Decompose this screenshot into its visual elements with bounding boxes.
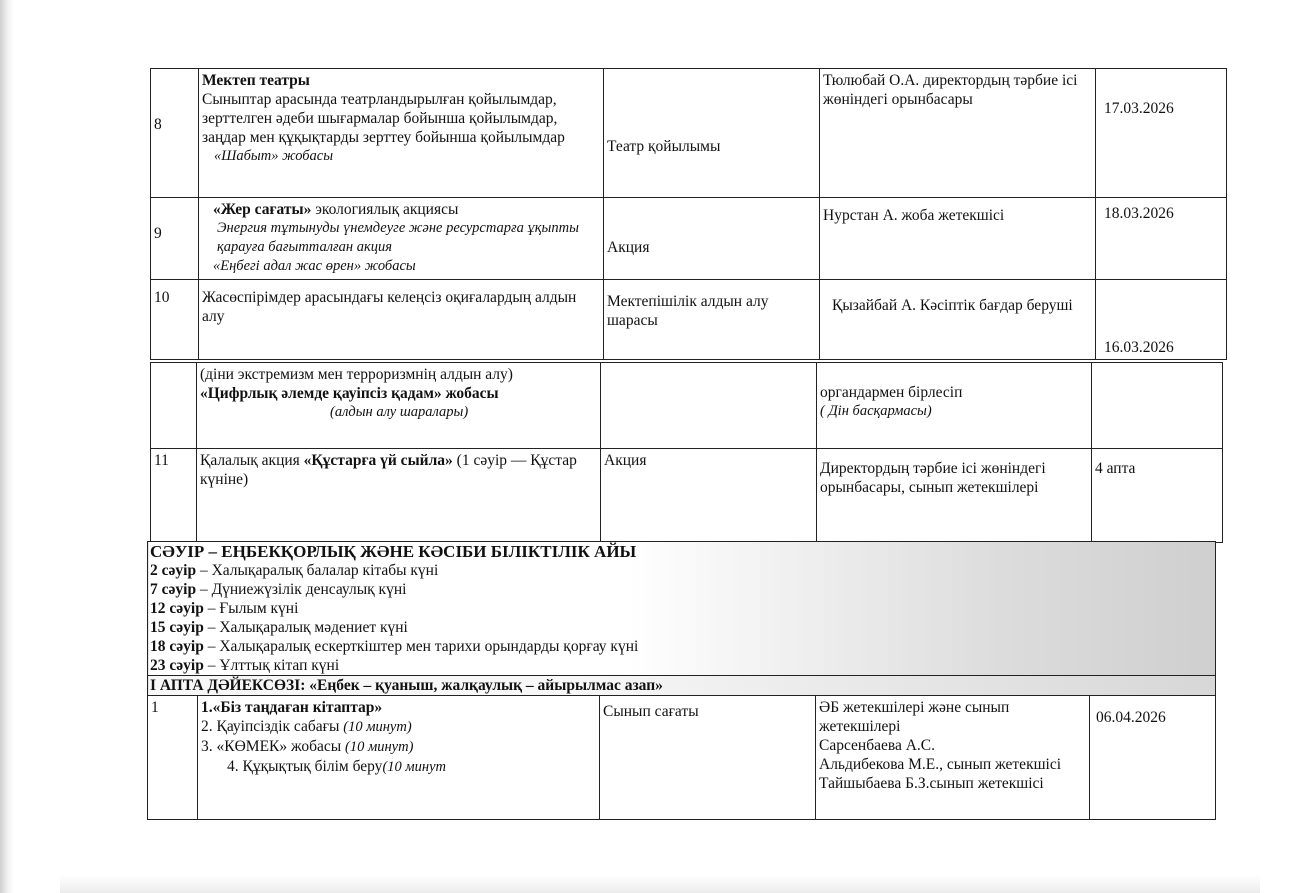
event-responsible-cell <box>816 696 1090 820</box>
event-desc-post: (1 сәуір — Құстар күніне) <box>200 452 577 488</box>
event-responsible: Сарсенбаева А.С. <box>819 737 936 754</box>
event-title-rest: экологиялық акциясы <box>311 201 459 218</box>
month-header-row <box>148 542 1216 676</box>
events-table-top <box>150 68 1227 360</box>
row-number: 10 <box>151 280 199 360</box>
week-quote-row <box>148 676 1216 696</box>
table-row <box>151 69 1227 198</box>
event-item-3-text: 3. «КӨМЕК» жобасы <box>201 738 346 755</box>
date-text: – Халықаралық балалар кітабы күні <box>196 562 439 579</box>
list-item <box>150 599 1213 618</box>
event-project: «Цифрлық әлемде қауіпсіз қадам» жобасы <box>200 385 499 402</box>
event-form: Акция <box>604 198 820 280</box>
date-day: 2 сәуір <box>150 562 197 579</box>
event-item-2 <box>201 717 596 737</box>
date-day: 18 сәуір <box>150 638 204 655</box>
event-form <box>601 363 817 449</box>
event-desc-pre: Қалалық акция <box>200 452 304 469</box>
table-row <box>151 363 1223 449</box>
event-title <box>213 200 600 219</box>
event-item-1: 1.«Біз таңдаған кітаптар» <box>201 699 383 716</box>
events-table-middle <box>150 362 1223 543</box>
date-text: – Ұлттық кітап күні <box>203 657 340 674</box>
month-dates-list <box>150 561 1213 675</box>
event-responsible-note: ( Дін басқармасы) <box>820 403 932 419</box>
list-item <box>150 637 1213 656</box>
event-date <box>1092 363 1223 449</box>
event-date: 18.03.2026 <box>1096 198 1227 280</box>
event-note: (алдын алу шаралары) <box>330 404 469 420</box>
list-item <box>150 618 1213 637</box>
week-quote-text: І АПТА ДӘЙЕКСӨЗІ: «Еңбек – қуаныш, жалқаулық – айырылмас азап» <box>150 677 663 694</box>
event-form: Театр қойылымы <box>604 69 820 198</box>
row-number <box>151 363 197 449</box>
event-project: «Еңбегі адал жас өрен» жобасы <box>213 258 416 274</box>
event-cell <box>199 69 604 198</box>
date-day: 7 сәуір <box>150 581 197 598</box>
page-bottom-smudge <box>60 875 1260 893</box>
event-item-3 <box>201 737 596 757</box>
page-edge-shadow <box>0 0 14 893</box>
event-cell <box>197 363 601 449</box>
list-item <box>150 656 1213 675</box>
list-item <box>150 561 1213 580</box>
event-description: Жасөспірімдер арасындағы келеңсіз оқиғалардың алдын алу <box>199 280 604 360</box>
week-quote <box>148 676 1216 696</box>
event-cell <box>199 198 604 280</box>
date-text: – Халықаралық мәдениет күні <box>203 619 408 636</box>
event-form: Мектепішілік алдын алу шарасы <box>604 280 820 360</box>
event-desc-bold: «Құстарға үй сыйла» <box>303 452 453 469</box>
event-description: (діни экстремизм мен терроризмнің алдын алу) <box>200 366 513 383</box>
date-day: 12 сәуір <box>150 600 204 617</box>
event-responsible: ӘБ жетекшілері және сынып жетекшілері <box>819 699 1010 735</box>
month-header <box>148 542 1216 676</box>
table-row <box>151 449 1223 543</box>
event-date: 06.04.2026 <box>1090 696 1216 820</box>
row-number: 1 <box>148 696 198 820</box>
event-description: Энергия тұтынуды үнемдеуге және ресурстарға ұқыпты қарауға бағытталған акция <box>217 220 579 255</box>
event-description: Сыныптар арасында театрландырылған қойылымдар, зерттелген әдеби шығармалар бойынша қойылымдар, заңдар мен құқықтарды зерттеу бойынша қойылымдар <box>202 91 565 146</box>
event-project: «Шабыт» жобасы <box>214 148 334 164</box>
event-title: Мектеп театры <box>202 72 310 89</box>
event-responsible: Нурстан А. жоба жетекшісі <box>820 198 1096 280</box>
event-responsible-cell <box>817 363 1092 449</box>
table-row <box>151 198 1227 280</box>
event-date: 16.03.2026 <box>1096 280 1227 360</box>
event-title-bold: «Жер сағаты» <box>213 201 312 218</box>
date-text: – Халықаралық ескерткіштер мен тарихи орындарды қорғау күні <box>203 638 639 655</box>
event-responsible: Қызайбай А. Кәсіптік бағдар беруші <box>820 280 1096 360</box>
event-item-2-note: (10 минут) <box>343 719 412 735</box>
event-responsible: Тайшыбаева Б.З.сынып жетекшісі <box>819 775 1044 792</box>
row-number: 9 <box>151 198 199 280</box>
event-responsible: органдармен бірлесіп <box>820 384 963 401</box>
date-day: 23 сәуір <box>150 657 204 674</box>
events-table-april <box>147 541 1216 820</box>
event-date: 4 апта <box>1092 449 1223 543</box>
event-item-4-note: (10 минут <box>382 759 446 775</box>
table-row <box>148 696 1216 820</box>
event-responsible: Директордың тәрбие ісі жөніндегі орынбасары, сынып жетекшілері <box>817 449 1092 543</box>
event-form: Акция <box>601 449 817 543</box>
event-date: 17.03.2026 <box>1096 69 1227 198</box>
event-item-3-note: (10 минут) <box>345 739 414 755</box>
month-title: СӘУІР – ЕҢБЕКҚОРЛЫҚ ЖӘНЕ КӘСІБИ БІЛІКТІЛІК АЙЫ <box>150 542 637 561</box>
list-item <box>150 580 1213 599</box>
row-number: 8 <box>151 69 199 198</box>
event-cell <box>198 696 600 820</box>
event-responsible: Тюлюбай О.А. директордың тәрбие ісі жөніндегі орынбасары <box>820 69 1096 198</box>
event-item-2-text: 2. Қауіпсіздік сабағы <box>201 718 344 735</box>
date-text: – Дүниежүзілік денсаулық күні <box>196 581 407 598</box>
table-row <box>151 280 1227 360</box>
date-text: – Ғылым күні <box>203 600 299 617</box>
event-form: Сынып сағаты <box>600 696 816 820</box>
date-day: 15 сәуір <box>150 619 204 636</box>
event-item-4 <box>201 757 596 777</box>
event-description <box>197 449 601 543</box>
event-item-4-text: 4. Құқықтық білім беру <box>227 758 383 775</box>
event-responsible: Альдибекова М.Е., сынып жетекшісі <box>819 756 1062 773</box>
row-number: 11 <box>151 449 197 543</box>
